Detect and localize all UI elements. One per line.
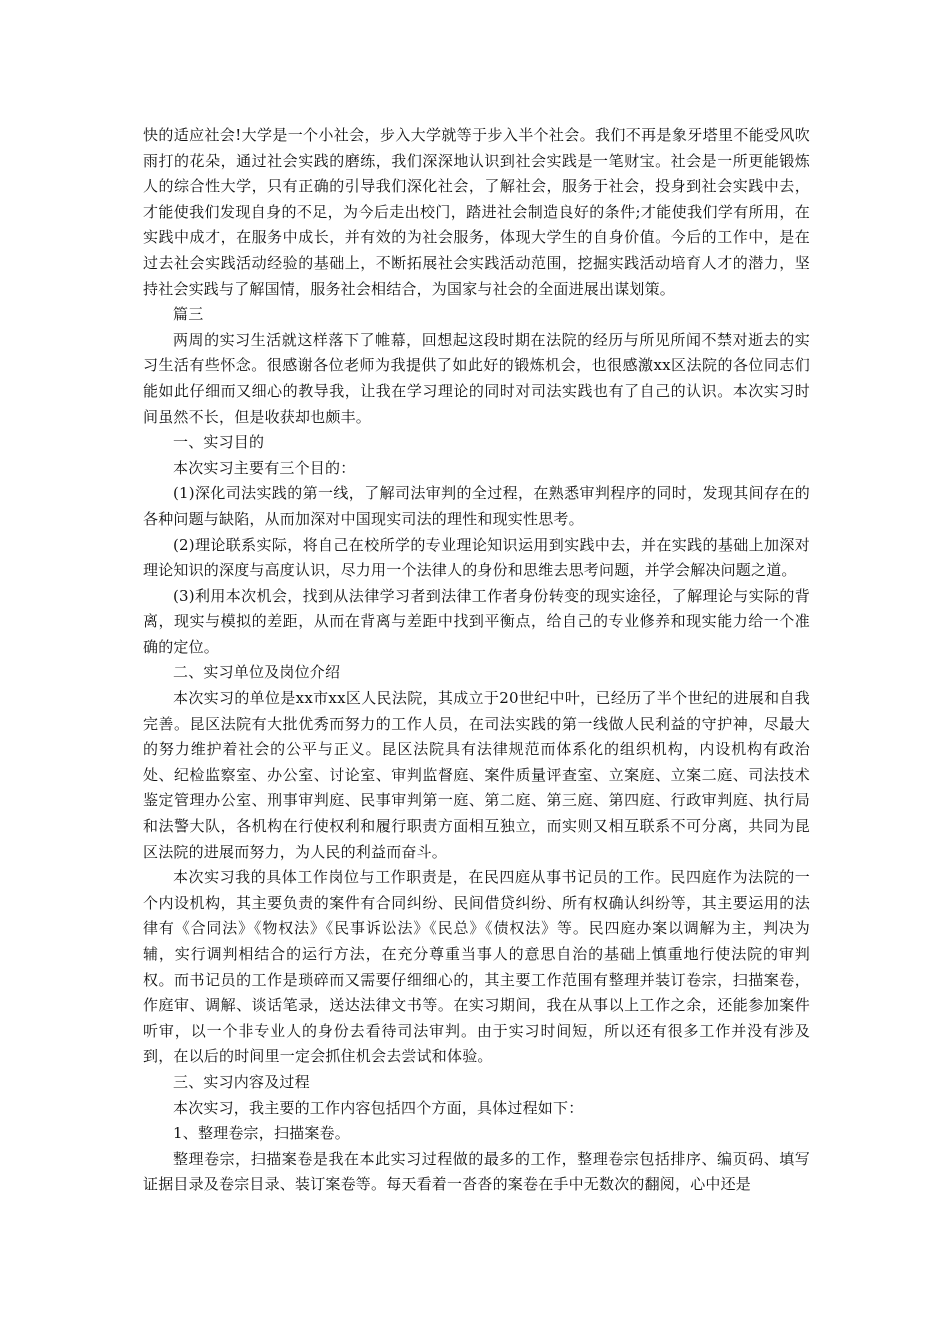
subheading-organize-files: 1、整理卷宗，扫描案卷。 <box>173 1124 350 1143</box>
list-item-purpose-1: (1)深化司法实践的第一线，了解司法审判的全过程，在熟悉审判程序的同时，发现其间存在的各种问题与缺陷，从而加深对中国现实司法的理性和现实性思考。 <box>143 484 810 528</box>
paragraph-court-description: 本次实习的单位是xx市xx区人民法院，其成立于20世纪中叶，已经历了半个世纪的进展和自我完善。昆区法院有大批优秀而努力的工作人员，在司法实践的第一线做人民利益的守护神，尽最大的努力维护着社会的公平与正义。昆区法院具有法律规范而体系化的组织机构，内设机构有政治处、纪检监察室、办公室、讨论室、审判监督庭、案件质量评查室、立案庭、立案二庭、司法技术鉴定管理办公室、刑事审判庭、民事审判第一庭、第二庭、第三庭、第四庭、行政审判庭、执行局和法警大队，各机构在行使权利和履行职责方面相互独立，而实则又相互联系不可分离，共同为昆区法院的进展而努力，为人民的利益而奋斗。 <box>143 689 810 861</box>
paragraph-organize-files: 整理卷宗，扫描案卷是我在本此实习过程做的最多的工作，整理卷宗包括排序、编页码、填写证据目录及卷宗目录、装订案卷等。每天看着一沓沓的案卷在手中无数次的翻阅，心中还是 <box>143 1149 810 1194</box>
list-item-purpose-2: (2)理论联系实际，将自己在校所学的专业理论知识运用到实践中去，并在实践的基础上加深对理论知识的深度与高度认识，尽力用一个法律人的身份和思维去思考问题，并学会解决问题之道。 <box>143 535 810 580</box>
paragraph-intro-continuation: 快的适应社会!大学是一个小社会，步入大学就等于步入半个社会。我们不再是象牙塔里不能受风吹雨打的花朵，通过社会实践的磨练，我们深深地认识到社会实践是一笔财宝。社会是一所更能锻炼人的综合性大学，只有正确的引导我们深化社会，了解社会，服务于社会，投身到社会实践中去，才能使我们发现自身的不足，为今后走出校门，踏进社会制造良好的条件;才能使我们学有所用，在实践中成才，在服务中成长，并有效的为社会服务，体现大学生的自身价值。今后的工作中，是在过去社会实践活动经验的基础上，不断拓展社会实践活动范围，挖掘实践活动培育人才的潜力，坚持社会实践与了解国情，服务社会相结合，为国家与社会的全面进展出谋划策。 <box>143 126 810 298</box>
list-item-purpose-3: (3)利用本次机会，找到从法律学习者到法律工作者身份转变的现实途径，了解理论与实际的背离，现实与模拟的差距，从而在背离与差距中找到平衡点，给自己的专业修养和现实能力给一个准确的定位。 <box>143 586 810 656</box>
heading-unit-and-position: 二、实习单位及岗位介绍 <box>173 663 341 682</box>
paragraph-internship-overview: 两周的实习生活就这样落下了帷幕，回想起这段时期在法院的经历与所见所闻不禁对逝去的实习生活有些怀念。很感谢各位老师为我提供了如此好的锻炼机会，也很感激xx区法院的各位同志们能如此仔细而又细心的教导我，让我在学习理论的同时对司法实践也有了自己的认识。本次实习时间虽然不长，但是收获却也颇丰。 <box>143 330 810 426</box>
heading-internship-purpose: 一、实习目的 <box>173 433 265 452</box>
paragraph-content-intro: 本次实习，我主要的工作内容包括四个方面，具体过程如下： <box>173 1098 584 1117</box>
heading-content-and-process: 三、实习内容及过程 <box>173 1072 310 1091</box>
paragraph-position-duties: 本次实习我的具体工作岗位与工作职责是，在民四庭从事书记员的工作。民四庭作为法院的一个内设机构，其主要负责的案件有合同纠纷、民间借贷纠纷、所有权确认纠纷等，其主要运用的法律有《合同法》《物权法》《民事诉讼法》《民总》《债权法》等。民四庭办案以调解为主，判决为辅，实行调判相结合的运行方法，在充分尊重当事人的意思自治的基础上慎重地行使法院的审判权。而书记员的工作是琐碎而又需要仔细细心的，其主要工作范围有整理并装订卷宗，扫描案卷，作庭审、调解、谈话笔录，送达法律文书等。在实习期间，我在从事以上工作之余，还能参加案件听审，以一个非专业人的身份去看待司法审判。由于实习时间短，所以还有很多工作并没有涉及到，在以后的时间里一定会抓住机会去尝试和体验。 <box>143 868 810 1066</box>
section-label-part-three: 篇三 <box>173 305 204 324</box>
paragraph-purpose-intro: 本次实习主要有三个目的： <box>173 458 356 477</box>
document-body <box>143 123 810 1198</box>
